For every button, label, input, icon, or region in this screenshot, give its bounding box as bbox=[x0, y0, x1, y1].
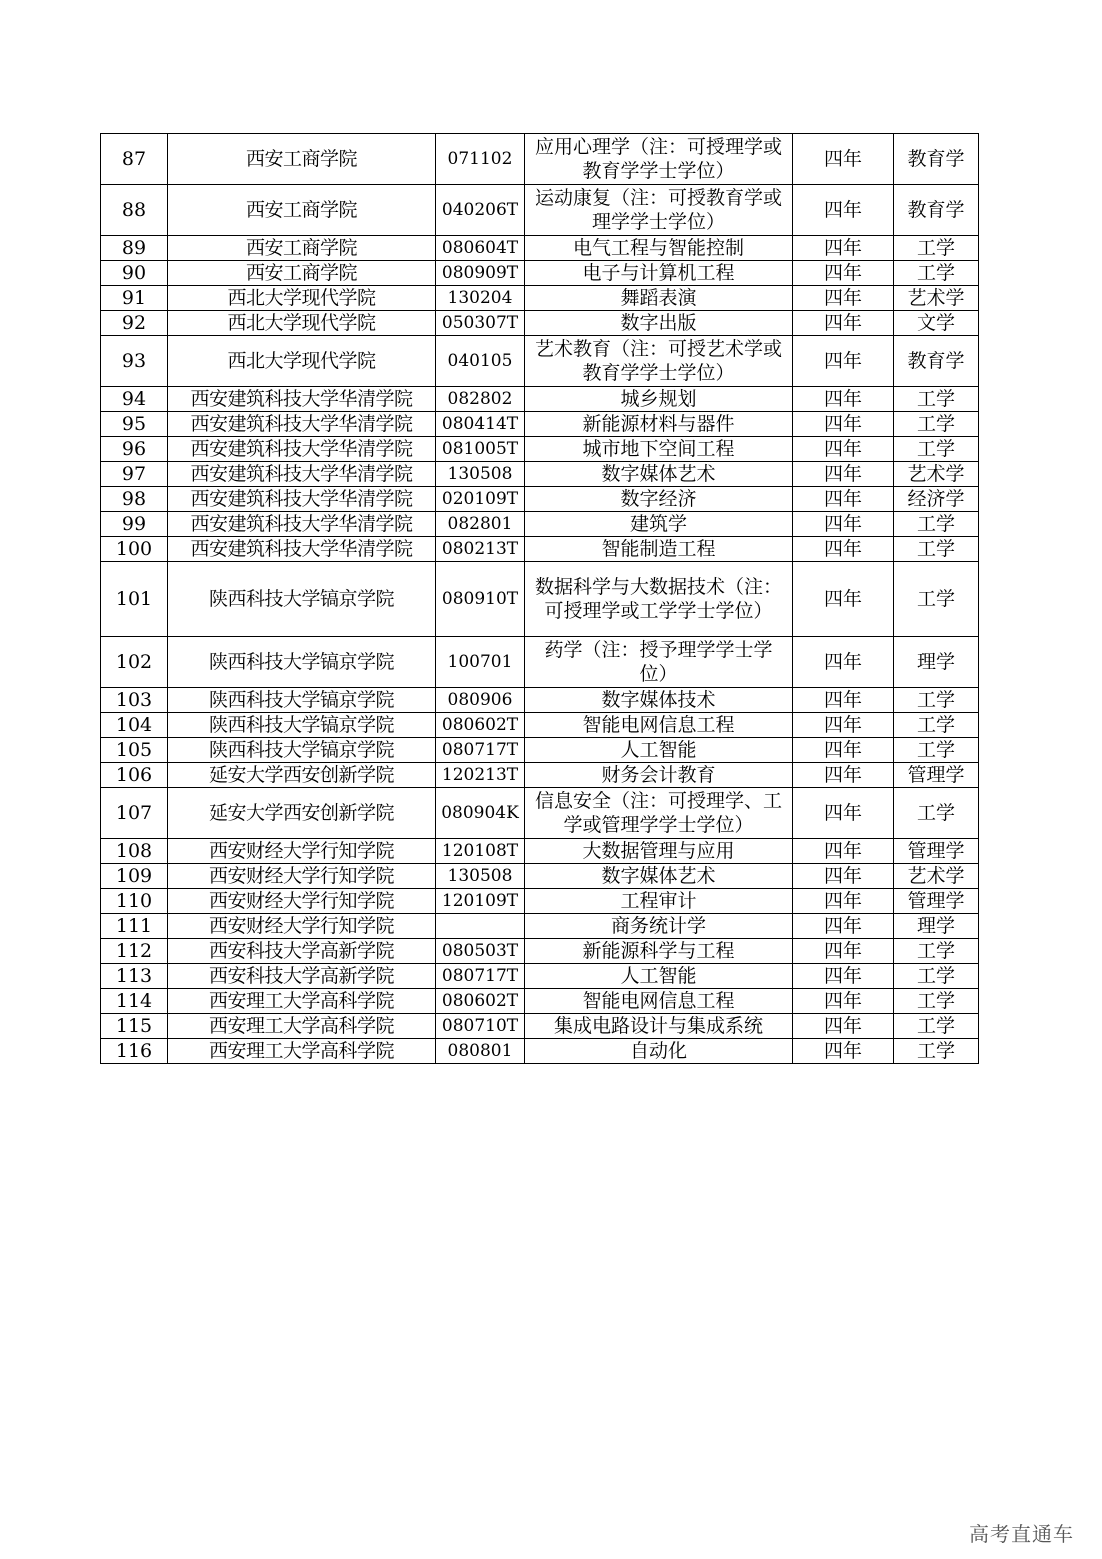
school-cell: 西安工商学院 bbox=[168, 185, 436, 236]
degree-category-cell: 理学 bbox=[894, 914, 979, 939]
major-code-cell: 071102 bbox=[436, 134, 525, 185]
duration-cell: 四年 bbox=[793, 688, 894, 713]
school-cell: 西安工商学院 bbox=[168, 261, 436, 286]
duration-cell: 四年 bbox=[793, 914, 894, 939]
row-number-cell: 108 bbox=[101, 839, 168, 864]
major-name-cell: 运动康复（注：可授教育学或理学学士学位） bbox=[525, 185, 793, 236]
degree-category-cell: 管理学 bbox=[894, 889, 979, 914]
major-code-cell: 082802 bbox=[436, 387, 525, 412]
major-name-cell: 数字媒体技术 bbox=[525, 688, 793, 713]
row-number-cell: 105 bbox=[101, 738, 168, 763]
degree-category-cell: 经济学 bbox=[894, 487, 979, 512]
row-number-cell: 101 bbox=[101, 562, 168, 637]
major-code-cell: 130508 bbox=[436, 864, 525, 889]
major-name-cell: 新能源材料与器件 bbox=[525, 412, 793, 437]
row-number-cell: 93 bbox=[101, 336, 168, 387]
degree-category-cell: 教育学 bbox=[894, 134, 979, 185]
row-number-cell: 116 bbox=[101, 1039, 168, 1064]
major-code-cell: 080604T bbox=[436, 236, 525, 261]
school-cell: 西安建筑科技大学华清学院 bbox=[168, 487, 436, 512]
row-number-cell: 95 bbox=[101, 412, 168, 437]
degree-category-cell: 工学 bbox=[894, 989, 979, 1014]
school-cell: 西安财经大学行知学院 bbox=[168, 864, 436, 889]
school-cell: 延安大学西安创新学院 bbox=[168, 788, 436, 839]
table-row bbox=[101, 261, 979, 286]
duration-cell: 四年 bbox=[793, 537, 894, 562]
degree-category-cell: 艺术学 bbox=[894, 462, 979, 487]
table-body bbox=[101, 134, 979, 1064]
major-code-cell: 080213T bbox=[436, 537, 525, 562]
degree-category-cell: 工学 bbox=[894, 387, 979, 412]
school-cell: 陕西科技大学镐京学院 bbox=[168, 738, 436, 763]
row-number-cell: 94 bbox=[101, 387, 168, 412]
table-row bbox=[101, 412, 979, 437]
degree-category-cell: 工学 bbox=[894, 562, 979, 637]
table-row bbox=[101, 864, 979, 889]
degree-category-cell: 工学 bbox=[894, 939, 979, 964]
table-row bbox=[101, 537, 979, 562]
major-name-cell: 人工智能 bbox=[525, 738, 793, 763]
major-name-cell: 集成电路设计与集成系统 bbox=[525, 1014, 793, 1039]
degree-category-cell: 工学 bbox=[894, 1039, 979, 1064]
duration-cell: 四年 bbox=[793, 637, 894, 688]
major-name-cell: 城乡规划 bbox=[525, 387, 793, 412]
duration-cell: 四年 bbox=[793, 412, 894, 437]
row-number-cell: 100 bbox=[101, 537, 168, 562]
major-name-cell: 电气工程与智能控制 bbox=[525, 236, 793, 261]
duration-cell: 四年 bbox=[793, 311, 894, 336]
duration-cell: 四年 bbox=[793, 989, 894, 1014]
school-cell: 西北大学现代学院 bbox=[168, 336, 436, 387]
table-row bbox=[101, 462, 979, 487]
row-number-cell: 102 bbox=[101, 637, 168, 688]
major-name-cell: 新能源科学与工程 bbox=[525, 939, 793, 964]
major-code-cell: 080710T bbox=[436, 1014, 525, 1039]
school-cell: 陕西科技大学镐京学院 bbox=[168, 688, 436, 713]
school-cell: 西北大学现代学院 bbox=[168, 311, 436, 336]
table-row bbox=[101, 964, 979, 989]
school-cell: 西安理工大学高科学院 bbox=[168, 1039, 436, 1064]
degree-category-cell: 管理学 bbox=[894, 763, 979, 788]
watermark-text: 高考直通车 bbox=[969, 1522, 1074, 1546]
row-number-cell: 91 bbox=[101, 286, 168, 311]
major-name-cell: 信息安全（注：可授理学、工学或管理学学士学位） bbox=[525, 788, 793, 839]
table-row bbox=[101, 437, 979, 462]
school-cell: 西安财经大学行知学院 bbox=[168, 839, 436, 864]
row-number-cell: 113 bbox=[101, 964, 168, 989]
school-cell: 延安大学西安创新学院 bbox=[168, 763, 436, 788]
school-cell: 西安建筑科技大学华清学院 bbox=[168, 437, 436, 462]
degree-category-cell: 艺术学 bbox=[894, 864, 979, 889]
school-cell: 西安建筑科技大学华清学院 bbox=[168, 387, 436, 412]
major-name-cell: 城市地下空间工程 bbox=[525, 437, 793, 462]
degree-category-cell: 工学 bbox=[894, 788, 979, 839]
major-code-cell: 080906 bbox=[436, 688, 525, 713]
table-row bbox=[101, 989, 979, 1014]
school-cell: 西安理工大学高科学院 bbox=[168, 1014, 436, 1039]
major-name-cell: 数字媒体艺术 bbox=[525, 864, 793, 889]
major-name-cell: 商务统计学 bbox=[525, 914, 793, 939]
majors-table bbox=[100, 133, 979, 1064]
major-name-cell: 人工智能 bbox=[525, 964, 793, 989]
table-row bbox=[101, 236, 979, 261]
table-row bbox=[101, 1039, 979, 1064]
table-row bbox=[101, 914, 979, 939]
duration-cell: 四年 bbox=[793, 387, 894, 412]
major-code-cell: 130204 bbox=[436, 286, 525, 311]
school-cell: 陕西科技大学镐京学院 bbox=[168, 637, 436, 688]
table-row bbox=[101, 562, 979, 637]
degree-category-cell: 工学 bbox=[894, 964, 979, 989]
major-name-cell: 智能电网信息工程 bbox=[525, 989, 793, 1014]
major-code-cell: 120109T bbox=[436, 889, 525, 914]
table-row bbox=[101, 336, 979, 387]
major-code-cell: 120213T bbox=[436, 763, 525, 788]
major-name-cell: 应用心理学（注：可授理学或教育学学士学位） bbox=[525, 134, 793, 185]
major-code-cell: 080904K bbox=[436, 788, 525, 839]
duration-cell: 四年 bbox=[793, 236, 894, 261]
row-number-cell: 103 bbox=[101, 688, 168, 713]
major-name-cell: 自动化 bbox=[525, 1039, 793, 1064]
table-row bbox=[101, 185, 979, 236]
major-name-cell: 财务会计教育 bbox=[525, 763, 793, 788]
duration-cell: 四年 bbox=[793, 1014, 894, 1039]
degree-category-cell: 工学 bbox=[894, 261, 979, 286]
duration-cell: 四年 bbox=[793, 562, 894, 637]
major-name-cell: 数字媒体艺术 bbox=[525, 462, 793, 487]
degree-category-cell: 工学 bbox=[894, 537, 979, 562]
major-name-cell: 数据科学与大数据技术（注：可授理学或工学学士学位） bbox=[525, 562, 793, 637]
major-code-cell: 080910T bbox=[436, 562, 525, 637]
school-cell: 西安财经大学行知学院 bbox=[168, 889, 436, 914]
duration-cell: 四年 bbox=[793, 487, 894, 512]
major-name-cell: 数字出版 bbox=[525, 311, 793, 336]
degree-category-cell: 理学 bbox=[894, 637, 979, 688]
row-number-cell: 112 bbox=[101, 939, 168, 964]
major-code-cell: 080801 bbox=[436, 1039, 525, 1064]
major-code-cell: 080717T bbox=[436, 738, 525, 763]
duration-cell: 四年 bbox=[793, 336, 894, 387]
degree-category-cell: 工学 bbox=[894, 512, 979, 537]
table-row bbox=[101, 763, 979, 788]
degree-category-cell: 工学 bbox=[894, 1014, 979, 1039]
major-code-cell: 040105 bbox=[436, 336, 525, 387]
major-code-cell: 080414T bbox=[436, 412, 525, 437]
duration-cell: 四年 bbox=[793, 864, 894, 889]
row-number-cell: 110 bbox=[101, 889, 168, 914]
duration-cell: 四年 bbox=[793, 738, 894, 763]
row-number-cell: 104 bbox=[101, 713, 168, 738]
degree-category-cell: 工学 bbox=[894, 738, 979, 763]
table-row bbox=[101, 487, 979, 512]
table-row bbox=[101, 387, 979, 412]
row-number-cell: 88 bbox=[101, 185, 168, 236]
degree-category-cell: 教育学 bbox=[894, 185, 979, 236]
school-cell: 西安理工大学高科学院 bbox=[168, 989, 436, 1014]
table-row bbox=[101, 713, 979, 738]
major-name-cell: 智能制造工程 bbox=[525, 537, 793, 562]
row-number-cell: 99 bbox=[101, 512, 168, 537]
duration-cell: 四年 bbox=[793, 512, 894, 537]
row-number-cell: 98 bbox=[101, 487, 168, 512]
duration-cell: 四年 bbox=[793, 1039, 894, 1064]
school-cell: 西安建筑科技大学华清学院 bbox=[168, 537, 436, 562]
duration-cell: 四年 bbox=[793, 437, 894, 462]
major-code-cell: 080503T bbox=[436, 939, 525, 964]
row-number-cell: 107 bbox=[101, 788, 168, 839]
duration-cell: 四年 bbox=[793, 713, 894, 738]
duration-cell: 四年 bbox=[793, 763, 894, 788]
table-row bbox=[101, 286, 979, 311]
duration-cell: 四年 bbox=[793, 839, 894, 864]
school-cell: 西安建筑科技大学华清学院 bbox=[168, 512, 436, 537]
row-number-cell: 97 bbox=[101, 462, 168, 487]
major-code-cell: 050307T bbox=[436, 311, 525, 336]
degree-category-cell: 工学 bbox=[894, 412, 979, 437]
degree-category-cell: 艺术学 bbox=[894, 286, 979, 311]
major-name-cell: 舞蹈表演 bbox=[525, 286, 793, 311]
table-row bbox=[101, 134, 979, 185]
school-cell: 陕西科技大学镐京学院 bbox=[168, 562, 436, 637]
major-code-cell: 040206T bbox=[436, 185, 525, 236]
major-code-cell: 130508 bbox=[436, 462, 525, 487]
degree-category-cell: 教育学 bbox=[894, 336, 979, 387]
table-row bbox=[101, 637, 979, 688]
duration-cell: 四年 bbox=[793, 462, 894, 487]
major-name-cell: 工程审计 bbox=[525, 889, 793, 914]
degree-category-cell: 工学 bbox=[894, 437, 979, 462]
major-name-cell: 药学（注：授予理学学士学位） bbox=[525, 637, 793, 688]
row-number-cell: 89 bbox=[101, 236, 168, 261]
table-row bbox=[101, 738, 979, 763]
school-cell: 西安科技大学高新学院 bbox=[168, 939, 436, 964]
row-number-cell: 111 bbox=[101, 914, 168, 939]
major-code-cell: 080909T bbox=[436, 261, 525, 286]
school-cell: 西安工商学院 bbox=[168, 236, 436, 261]
major-code-cell: 080602T bbox=[436, 713, 525, 738]
row-number-cell: 109 bbox=[101, 864, 168, 889]
major-name-cell: 建筑学 bbox=[525, 512, 793, 537]
degree-category-cell: 管理学 bbox=[894, 839, 979, 864]
school-cell: 西安工商学院 bbox=[168, 134, 436, 185]
school-cell: 陕西科技大学镐京学院 bbox=[168, 713, 436, 738]
major-code-cell bbox=[436, 914, 525, 939]
table-row bbox=[101, 839, 979, 864]
major-code-cell: 080602T bbox=[436, 989, 525, 1014]
major-name-cell: 电子与计算机工程 bbox=[525, 261, 793, 286]
duration-cell: 四年 bbox=[793, 286, 894, 311]
major-code-cell: 081005T bbox=[436, 437, 525, 462]
row-number-cell: 90 bbox=[101, 261, 168, 286]
major-code-cell: 120108T bbox=[436, 839, 525, 864]
table-row bbox=[101, 889, 979, 914]
row-number-cell: 114 bbox=[101, 989, 168, 1014]
row-number-cell: 96 bbox=[101, 437, 168, 462]
duration-cell: 四年 bbox=[793, 964, 894, 989]
school-cell: 西安建筑科技大学华清学院 bbox=[168, 462, 436, 487]
major-code-cell: 020109T bbox=[436, 487, 525, 512]
duration-cell: 四年 bbox=[793, 889, 894, 914]
duration-cell: 四年 bbox=[793, 788, 894, 839]
major-name-cell: 大数据管理与应用 bbox=[525, 839, 793, 864]
table-row bbox=[101, 512, 979, 537]
major-name-cell: 数字经济 bbox=[525, 487, 793, 512]
degree-category-cell: 工学 bbox=[894, 688, 979, 713]
degree-category-cell: 文学 bbox=[894, 311, 979, 336]
table-row bbox=[101, 688, 979, 713]
school-cell: 西安科技大学高新学院 bbox=[168, 964, 436, 989]
row-number-cell: 106 bbox=[101, 763, 168, 788]
duration-cell: 四年 bbox=[793, 185, 894, 236]
duration-cell: 四年 bbox=[793, 939, 894, 964]
major-code-cell: 100701 bbox=[436, 637, 525, 688]
major-code-cell: 082801 bbox=[436, 512, 525, 537]
degree-category-cell: 工学 bbox=[894, 236, 979, 261]
table-row bbox=[101, 1014, 979, 1039]
row-number-cell: 92 bbox=[101, 311, 168, 336]
duration-cell: 四年 bbox=[793, 134, 894, 185]
school-cell: 西北大学现代学院 bbox=[168, 286, 436, 311]
school-cell: 西安建筑科技大学华清学院 bbox=[168, 412, 436, 437]
major-name-cell: 智能电网信息工程 bbox=[525, 713, 793, 738]
row-number-cell: 115 bbox=[101, 1014, 168, 1039]
table-row bbox=[101, 939, 979, 964]
duration-cell: 四年 bbox=[793, 261, 894, 286]
table-row bbox=[101, 311, 979, 336]
row-number-cell: 87 bbox=[101, 134, 168, 185]
major-code-cell: 080717T bbox=[436, 964, 525, 989]
major-name-cell: 艺术教育（注：可授艺术学或教育学学士学位） bbox=[525, 336, 793, 387]
school-cell: 西安财经大学行知学院 bbox=[168, 914, 436, 939]
degree-category-cell: 工学 bbox=[894, 713, 979, 738]
table-row bbox=[101, 788, 979, 839]
